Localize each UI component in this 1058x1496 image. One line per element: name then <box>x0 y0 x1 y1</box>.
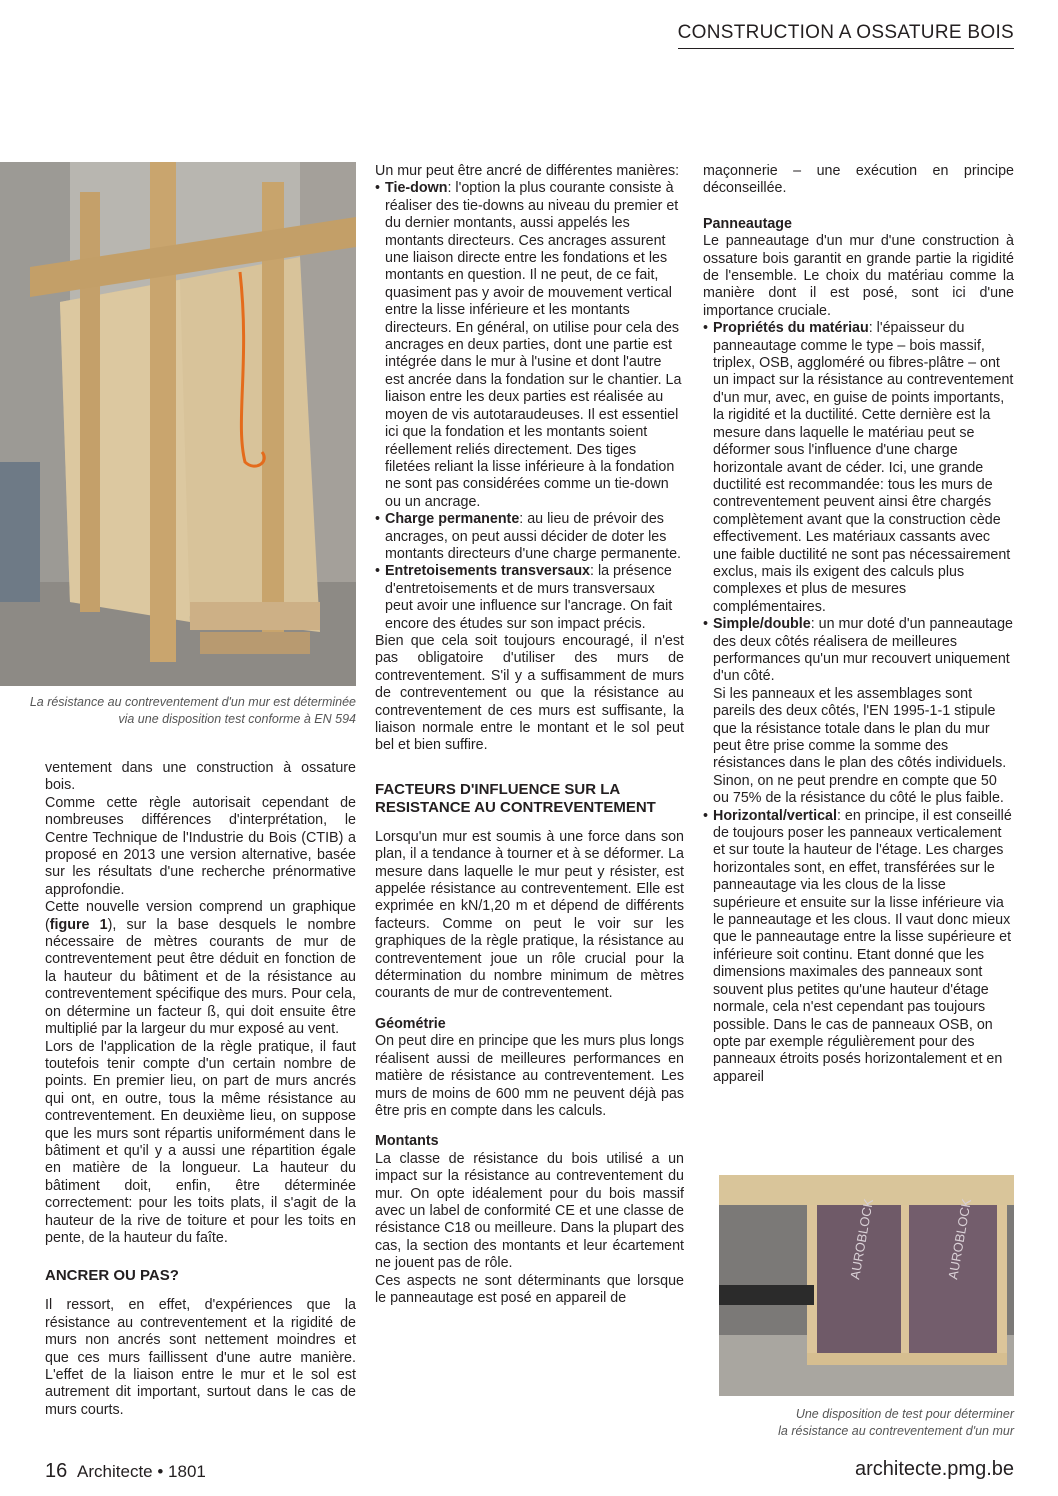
bullet-title: Horizontal/vertical <box>713 807 837 824</box>
paragraph: Comme cette règle autorisait cependant de nombreuses différences d'interprétation, le Centre Technique de l'Industrie du Bois (CTIB) a proposé en 2013 une version alternative, basée sur les résultats d'une recherche prénormative approfondie. <box>45 794 356 898</box>
bullet-title: Charge permanente <box>385 511 520 528</box>
list-item <box>375 180 684 511</box>
bullet-text: : un mur doté d'un panneautage des deux côtés réalisera de meilleures performances qu'un mur recouvert uniquement d'un côté. <box>713 616 1013 685</box>
paragraph: Un mur peut être ancré de différentes manières: <box>375 163 680 179</box>
section-heading: FACTEURS D'INFLUENCE SUR LA RESISTANCE AU CONTREVENTEMENT <box>375 780 656 816</box>
panel-print: AUROBLOCK <box>945 1197 975 1281</box>
bullet-text: : l'option la plus courante consiste à réaliser des tie-downs au niveau du premier et du dernier montants, aussi appelés les montants directeurs. Ces ancrages assurent une liaison directe entre les fondations et les montants en question. Il ne peut, de ce fait, quasiment pas y avoir de mouvement vertical entre la lisse inférieure et les montants directeurs. En général, on utilise pour cela des ancrages en deux parties, dont une partie est intégrée dans le mur à l'usine et dont l'autre est ancrée dans la fondation sur le chantier. La liaison entre les deux parties est réalisée au moyen de vis autotaraudeuses. Il est essentiel ici que la fondation et les montants soient réellement reliés directement. Des tiges filetées reliant la lisse inférieure à la fondation ne sont pas considérées comme un tie-down ou un ancrage. <box>385 180 682 510</box>
paragraph: La classe de résistance du bois utilisé a un impact sur la résistance au contreventement du mur. On opte idéalement pour du bois massif avec un label de conformité CE et une classe de résistance C18 ou meilleure. Dans la plupart des cas, la section des montants et leur écartement ne jouent pas de rôle. <box>375 1150 684 1272</box>
text-column-2 <box>375 163 684 1307</box>
paragraph: Lorsqu'un mur est soumis à une force dans son plan, il a tendance à tourner et à se déformer. La mesure dans laquelle le mur peut y résister, est appelée résistance au contreventement. Elle est exprimée en kN/1,20 m et dépend de différents facteurs. Comme on peut le voir sur les graphiques de la règle pratique, la résistance au contreventement joue un rôle crucial pour la détermination du nombre minimum de mètres courants de mur de contreventement. <box>375 828 684 1002</box>
bullet-title: Tie-down <box>385 180 448 197</box>
wall-test-photo <box>0 162 356 686</box>
caption-line: La résistance au contreventement d'un mur est déterminée <box>29 695 356 709</box>
test-rig-illustration <box>719 1175 1014 1396</box>
section-title: CONSTRUCTION A OSSATURE BOIS <box>678 22 1014 49</box>
list-item <box>375 563 684 633</box>
bullet-text: : l'épaisseur du panneautage comme le type – bois massif, triplex, OSB, aggloméré ou fibres-plâtre – ont un impact sur la résistance au contreventement d'un mur, avec, en guise de points importants, la rigidité et la ductilité. Cette dernière est la mesure dans laquelle le matériau peut se déformer sous l'influence d'une charge horizontale avant de céder. Ici, une grande ductilité est recommandée: tous les murs de contreventement peuvent ainsi être chargés complètement avant que la construction cède effectivement. Les matériaux cassants avec une faible ductilité ne sont pas nécessairement exclus, mais ils exigent des calculs plus complexes et plus de mesures complémentaires. <box>713 320 1014 615</box>
paragraph: ventement dans une construction à ossature bois. <box>45 760 356 794</box>
paragraph: On peut dire en principe que les murs plus longs réalisent aussi de meilleures performances en matière de résistance au contreventement. Les murs de moins de 600 mm ne peuvent déjà pas être pris en compte dans les calculs. <box>375 1033 684 1119</box>
footer-left <box>45 1460 206 1483</box>
paragraph: Le panneautage d'un mur d'une construction à ossature bois garantit en grande partie la rigidité de l'ensemble. Le choix du matériau comme la manière dont il est posé, sont ici d'une importance cruciale. <box>703 233 1014 319</box>
list-item <box>375 511 684 563</box>
magazine-issue: Architecte • 1801 <box>77 1462 206 1481</box>
bullet-continuation: Si les panneaux et les assemblages sont pareils des deux côtés, l'EN 1995-1-1 stipule que la résistance totale dans le plan du mur peut être prise comme la somme des résistances dans le plan des côtés individuels. Sinon, on ne peut prendre en compte que 50 ou 75% de la résistance du côté le plus faible. <box>713 685 1007 807</box>
page-number: 16 <box>45 1460 68 1482</box>
test-rig-photo <box>719 1175 1014 1396</box>
caption-line: Une disposition de test pour déterminer <box>795 1407 1014 1421</box>
bullet-text: : en principe, il est conseillé de toujours poser les panneaux verticalement et sur toute la hauteur de l'étage. Les charges horizontales sont, en effet, transférées sur le panneautage via les clous de la lisse supérieure et ensuite sur la lisse inférieure via le panneautage et les clous. Il vaut donc mieux que le panneautage entre la lisse supérieure et inférieure soit continu. Etant donné que les dimensions maximales des panneaux sont souvent plus petites qu'une hauteur d'étage normale, cela n'est cependant pas toujours possible. Dans le cas de panneaux OSB, on opte par exemple régulièrement pour des panneaux étroits posés horizontalement et en appareil <box>713 807 1012 1085</box>
wall-test-illustration <box>0 162 356 686</box>
section-heading: ANCRER OU PAS? <box>45 1267 179 1285</box>
bullet-text: : la présence d'entretoisements et de murs transversaux peut avoir une influence sur l'ancrage. On fait encore des études sur son impact précis. <box>385 563 673 632</box>
bullet-text: : au lieu de prévoir des ancrages, on peut aussi décider de doter les montants directeurs d'une charge permanente. <box>385 511 681 562</box>
figure-reference: figure 1 <box>49 916 108 933</box>
list-item <box>703 808 1014 1087</box>
paragraph: Il ressort, en effet, d'expériences que la résistance au contreventement et la rigidité de murs non ancrés sont nettement moindres et que ces murs faillissent d'une autre manière. L'effet de la liaison entre le mur et le sol est autrement dit important, surtout dans le cas de murs courts. <box>45 1297 356 1418</box>
subheading: Montants <box>375 1133 439 1150</box>
bullet-title: Entretoisements transversaux <box>385 563 591 580</box>
bullet-title: Propriétés du matériau <box>713 320 869 337</box>
text-run: ), sur la base desquels le nombre nécessaire de mètres courants de mur de contreventement peut être déduit en fonction de la hauteur du bâtiment et de la résistance au contreventement spécifique des murs. Pour cela, on détermine un facteur ß, qui doit ensuite être multiplié par la largeur du mur exposé au vent. <box>45 916 356 1038</box>
caption-line: la résistance au contreventement d'un mur <box>778 1424 1014 1438</box>
text-column-3 <box>703 163 1014 1086</box>
bullet-title: Simple/double <box>713 616 811 633</box>
paragraph: Bien que cela soit toujours encouragé, il n'est pas obligatoire d'utiliser des murs de contreventement. S'il y a suffisamment de murs de contreventement ou que la résistance au contreventement de ces murs est suffisante, la liaison normale entre le montant et le sol peut bel et bien suffire. <box>375 632 684 754</box>
photo2-caption <box>720 1406 1014 1440</box>
paragraph <box>45 899 356 1038</box>
subheading: Panneautage <box>703 215 792 232</box>
paragraph: maçonnerie – une exécution en principe déconseillée. <box>703 163 1014 197</box>
list-item <box>703 320 1014 616</box>
list-item <box>703 616 1014 807</box>
subheading: Géométrie <box>375 1015 446 1032</box>
paragraph: Ces aspects ne sont déterminants que lorsque le panneautage est posé en appareil de <box>375 1272 684 1306</box>
text-run: Cette nouvelle version comprend un graphique ( <box>45 899 356 933</box>
caption-line: via une disposition test conforme à EN 594 <box>118 712 356 726</box>
photo1-caption <box>20 694 356 728</box>
text-column-1 <box>45 760 356 1419</box>
website-url: architecte.pmg.be <box>855 1458 1014 1480</box>
panel-print: AUROBLOCK <box>847 1197 877 1281</box>
paragraph: Lors de l'application de la règle pratique, il faut toutefois tenir compte d'un certain nombre de points. En premier lieu, on part de murs ancrés qui ont, en outre, tous la même résistance au contreventement. En deuxième lieu, on suppose que les murs sont répartis uniformément dans le bâtiment et qu'il y a aussi une répartition égale en matière de la longueur. La hauteur du bâtiment doit, enfin, être déterminée correctement: pour les toits plats, il s'agit de la hauteur de la rive de toiture et pour les toits en pente, de la hauteur du faîte. <box>45 1038 356 1246</box>
